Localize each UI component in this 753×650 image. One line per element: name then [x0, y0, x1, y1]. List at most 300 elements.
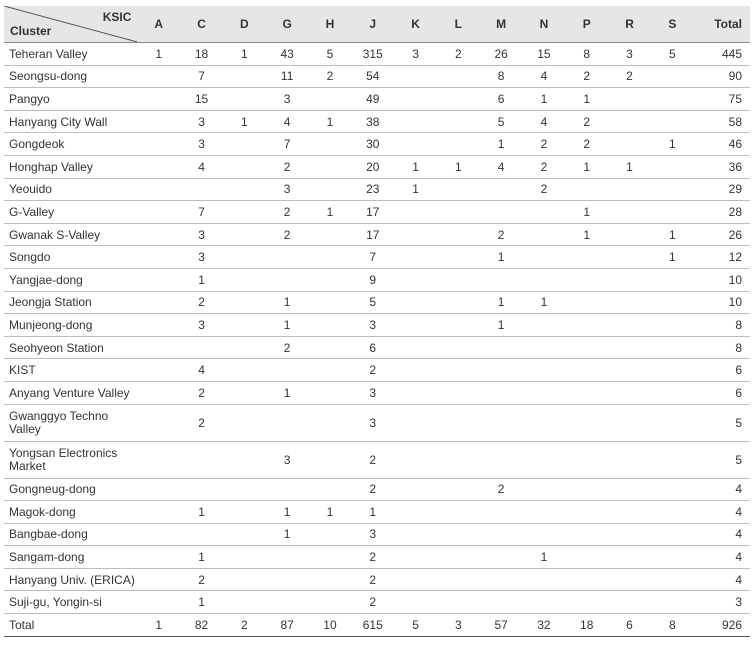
count-cell	[651, 201, 694, 224]
count-cell: 1	[223, 110, 266, 133]
count-cell	[523, 246, 566, 269]
count-cell	[394, 336, 437, 359]
count-cell: 1	[180, 501, 223, 524]
count-cell	[394, 314, 437, 337]
count-cell	[394, 381, 437, 404]
count-cell	[137, 359, 180, 382]
count-cell: 3	[266, 88, 309, 111]
count-cell: 2	[266, 155, 309, 178]
table-body	[4, 43, 750, 637]
count-cell	[608, 201, 651, 224]
cluster-name: Sangam-dong	[4, 546, 137, 569]
column-header-d: D	[223, 6, 266, 43]
count-cell	[523, 201, 566, 224]
count-cell: 3	[351, 404, 394, 441]
count-cell: 7	[180, 201, 223, 224]
count-cell	[394, 501, 437, 524]
count-cell	[480, 336, 523, 359]
count-cell: 4	[523, 65, 566, 88]
row-total: 6	[694, 359, 750, 382]
count-cell	[651, 478, 694, 501]
count-cell	[309, 404, 352, 441]
count-cell: 5	[309, 43, 352, 66]
count-cell	[137, 501, 180, 524]
count-cell	[437, 246, 480, 269]
count-cell	[608, 441, 651, 478]
count-cell	[608, 404, 651, 441]
count-cell	[608, 591, 651, 614]
table-row	[4, 155, 750, 178]
count-cell: 1	[180, 268, 223, 291]
count-cell: 2	[565, 133, 608, 156]
count-cell: 2	[351, 568, 394, 591]
count-cell: 5	[351, 291, 394, 314]
count-cell	[565, 381, 608, 404]
column-header-m: M	[480, 6, 523, 43]
column-header-g: G	[266, 6, 309, 43]
count-cell	[437, 381, 480, 404]
count-cell: 2	[480, 223, 523, 246]
count-cell	[608, 110, 651, 133]
count-cell	[608, 336, 651, 359]
row-total: 4	[694, 568, 750, 591]
count-cell	[223, 478, 266, 501]
cluster-name: Songdo	[4, 246, 137, 269]
count-cell	[437, 404, 480, 441]
row-total: 90	[694, 65, 750, 88]
column-header-h: H	[309, 6, 352, 43]
cluster-name: Yongsan Electronics Market	[4, 441, 137, 478]
count-cell: 1	[523, 88, 566, 111]
count-cell	[137, 155, 180, 178]
count-cell: 1	[523, 546, 566, 569]
table-row	[4, 291, 750, 314]
cluster-label: Cluster	[10, 24, 52, 38]
count-cell	[137, 381, 180, 404]
count-cell	[565, 246, 608, 269]
count-cell: 1	[608, 155, 651, 178]
count-cell	[480, 178, 523, 201]
count-cell	[651, 441, 694, 478]
count-cell	[180, 178, 223, 201]
count-cell: 2	[180, 291, 223, 314]
count-cell	[309, 546, 352, 569]
count-cell	[480, 404, 523, 441]
count-cell: 2	[351, 359, 394, 382]
table-row	[4, 441, 750, 478]
count-cell	[223, 404, 266, 441]
count-cell: 1	[565, 88, 608, 111]
cluster-name: Hanyang Univ. (ERICA)	[4, 568, 137, 591]
count-cell: 1	[180, 546, 223, 569]
table-row	[4, 43, 750, 66]
cluster-name: Yangjae-dong	[4, 268, 137, 291]
count-cell: 1	[651, 133, 694, 156]
count-cell	[608, 223, 651, 246]
count-cell	[480, 268, 523, 291]
count-cell: 2	[608, 65, 651, 88]
count-cell	[437, 546, 480, 569]
count-cell	[523, 223, 566, 246]
count-cell	[651, 381, 694, 404]
corner-header	[4, 6, 137, 43]
count-cell	[137, 441, 180, 478]
count-cell	[480, 359, 523, 382]
count-cell: 6	[480, 88, 523, 111]
count-cell	[651, 178, 694, 201]
count-cell	[480, 546, 523, 569]
row-total: 3	[694, 591, 750, 614]
count-cell: 15	[180, 88, 223, 111]
count-cell: 2	[309, 65, 352, 88]
count-cell: 1	[565, 201, 608, 224]
count-cell: 3	[266, 178, 309, 201]
count-cell	[565, 591, 608, 614]
count-cell	[394, 291, 437, 314]
count-cell	[137, 568, 180, 591]
count-cell	[266, 359, 309, 382]
count-cell	[223, 88, 266, 111]
cluster-name: Munjeong-dong	[4, 314, 137, 337]
column-header-s: S	[651, 6, 694, 43]
count-cell	[266, 568, 309, 591]
count-cell	[437, 178, 480, 201]
count-cell: 4	[266, 110, 309, 133]
count-cell	[223, 336, 266, 359]
count-cell	[394, 246, 437, 269]
column-header-j: J	[351, 6, 394, 43]
count-cell	[137, 314, 180, 337]
cluster-name: Magok-dong	[4, 501, 137, 524]
count-cell	[223, 291, 266, 314]
column-header-n: N	[523, 6, 566, 43]
count-cell	[309, 523, 352, 546]
cluster-name: G-Valley	[4, 201, 137, 224]
ksic-label: KSIC	[102, 10, 132, 24]
count-cell	[523, 381, 566, 404]
count-cell	[137, 523, 180, 546]
count-cell	[523, 268, 566, 291]
count-cell	[523, 501, 566, 524]
table-row	[4, 591, 750, 614]
count-cell	[137, 201, 180, 224]
count-cell: 2	[437, 43, 480, 66]
count-cell	[651, 110, 694, 133]
count-cell	[394, 201, 437, 224]
count-cell: 11	[266, 65, 309, 88]
count-cell	[223, 591, 266, 614]
count-cell	[309, 568, 352, 591]
cluster-name: Gwanak S-Valley	[4, 223, 137, 246]
count-cell	[651, 155, 694, 178]
count-cell	[309, 359, 352, 382]
count-cell	[608, 314, 651, 337]
table-row	[4, 314, 750, 337]
count-cell	[437, 478, 480, 501]
count-cell: 26	[480, 43, 523, 66]
count-cell	[651, 359, 694, 382]
count-cell: 3	[437, 614, 480, 637]
count-cell	[223, 568, 266, 591]
count-cell: 2	[266, 223, 309, 246]
count-cell: 3	[180, 314, 223, 337]
count-cell	[565, 568, 608, 591]
count-cell: 7	[266, 133, 309, 156]
table-row	[4, 336, 750, 359]
count-cell	[266, 546, 309, 569]
count-cell	[437, 201, 480, 224]
count-cell	[180, 523, 223, 546]
count-cell	[608, 291, 651, 314]
count-cell: 1	[651, 223, 694, 246]
count-cell: 18	[565, 614, 608, 637]
count-cell	[223, 381, 266, 404]
count-cell: 3	[351, 523, 394, 546]
count-cell	[394, 591, 437, 614]
table-row	[4, 88, 750, 111]
count-cell: 2	[480, 478, 523, 501]
cluster-name: Hanyang City Wall	[4, 110, 137, 133]
count-cell: 1	[266, 501, 309, 524]
count-cell	[394, 568, 437, 591]
count-cell: 1	[394, 155, 437, 178]
count-cell: 6	[351, 336, 394, 359]
column-header-p: P	[565, 6, 608, 43]
count-cell: 1	[651, 246, 694, 269]
count-cell: 5	[480, 110, 523, 133]
count-cell: 2	[351, 546, 394, 569]
count-cell	[651, 523, 694, 546]
count-cell	[137, 546, 180, 569]
count-cell	[394, 133, 437, 156]
row-total: 445	[694, 43, 750, 66]
count-cell	[394, 546, 437, 569]
count-cell	[565, 523, 608, 546]
count-cell	[137, 178, 180, 201]
cluster-name: Seongsu-dong	[4, 65, 137, 88]
count-cell: 2	[266, 336, 309, 359]
row-total: 10	[694, 268, 750, 291]
count-cell: 7	[351, 246, 394, 269]
count-cell	[608, 501, 651, 524]
count-cell: 3	[608, 43, 651, 66]
count-cell	[266, 246, 309, 269]
count-cell	[309, 133, 352, 156]
count-cell	[565, 546, 608, 569]
count-cell	[651, 591, 694, 614]
table-row	[4, 501, 750, 524]
count-cell: 7	[180, 65, 223, 88]
table-row	[4, 223, 750, 246]
count-cell: 2	[266, 201, 309, 224]
cluster-name: KIST	[4, 359, 137, 382]
count-cell: 2	[351, 591, 394, 614]
count-cell	[437, 336, 480, 359]
count-cell: 3	[180, 246, 223, 269]
row-total: 4	[694, 478, 750, 501]
count-cell	[480, 381, 523, 404]
count-cell	[180, 478, 223, 501]
total-row	[4, 614, 750, 637]
count-cell	[180, 336, 223, 359]
count-cell	[223, 155, 266, 178]
count-cell: 82	[180, 614, 223, 637]
row-total: 36	[694, 155, 750, 178]
count-cell: 87	[266, 614, 309, 637]
cluster-name: Anyang Venture Valley	[4, 381, 137, 404]
count-cell	[565, 178, 608, 201]
count-cell	[394, 404, 437, 441]
count-cell: 5	[651, 43, 694, 66]
row-total: 10	[694, 291, 750, 314]
count-cell	[437, 291, 480, 314]
count-cell	[651, 568, 694, 591]
count-cell: 2	[565, 65, 608, 88]
row-total: 5	[694, 441, 750, 478]
count-cell	[137, 65, 180, 88]
count-cell: 1	[523, 291, 566, 314]
count-cell: 17	[351, 201, 394, 224]
table-row	[4, 201, 750, 224]
count-cell	[565, 268, 608, 291]
count-cell: 1	[309, 501, 352, 524]
count-cell: 1	[480, 246, 523, 269]
count-cell	[651, 314, 694, 337]
count-cell: 23	[351, 178, 394, 201]
cluster-name: Honghap Valley	[4, 155, 137, 178]
count-cell	[437, 65, 480, 88]
count-cell	[266, 404, 309, 441]
count-cell	[651, 268, 694, 291]
count-cell: 2	[180, 381, 223, 404]
count-cell	[651, 65, 694, 88]
table-row	[4, 568, 750, 591]
count-cell: 1	[309, 110, 352, 133]
count-cell	[437, 591, 480, 614]
count-cell	[223, 201, 266, 224]
row-total: 926	[694, 614, 750, 637]
count-cell	[394, 110, 437, 133]
count-cell: 4	[180, 359, 223, 382]
column-header-l: L	[437, 6, 480, 43]
count-cell: 1	[266, 381, 309, 404]
count-cell: 38	[351, 110, 394, 133]
table-row	[4, 381, 750, 404]
column-header-a: A	[137, 6, 180, 43]
count-cell: 49	[351, 88, 394, 111]
count-cell: 3	[180, 133, 223, 156]
count-cell	[266, 591, 309, 614]
count-cell	[309, 178, 352, 201]
count-cell: 10	[309, 614, 352, 637]
count-cell	[394, 478, 437, 501]
count-cell	[523, 441, 566, 478]
count-cell	[480, 201, 523, 224]
count-cell: 1	[137, 614, 180, 637]
count-cell: 2	[223, 614, 266, 637]
cluster-name: Gongneug-dong	[4, 478, 137, 501]
count-cell	[651, 336, 694, 359]
count-cell: 3	[394, 43, 437, 66]
table-row	[4, 546, 750, 569]
count-cell: 2	[523, 133, 566, 156]
count-cell	[137, 336, 180, 359]
row-total: 6	[694, 381, 750, 404]
count-cell: 30	[351, 133, 394, 156]
row-total: 58	[694, 110, 750, 133]
count-cell: 2	[565, 110, 608, 133]
count-cell: 2	[351, 478, 394, 501]
column-header-c: C	[180, 6, 223, 43]
count-cell	[523, 314, 566, 337]
cluster-name: Gongdeok	[4, 133, 137, 156]
count-cell: 5	[394, 614, 437, 637]
count-cell: 1	[266, 291, 309, 314]
count-cell	[394, 223, 437, 246]
count-cell	[437, 223, 480, 246]
count-cell	[309, 314, 352, 337]
count-cell: 3	[266, 441, 309, 478]
count-cell	[309, 441, 352, 478]
table-row	[4, 404, 750, 441]
count-cell	[223, 178, 266, 201]
count-cell: 18	[180, 43, 223, 66]
count-cell: 2	[351, 441, 394, 478]
table-row	[4, 478, 750, 501]
count-cell	[608, 133, 651, 156]
count-cell: 2	[180, 404, 223, 441]
count-cell	[223, 523, 266, 546]
header-row	[4, 6, 750, 43]
cluster-name: Teheran Valley	[4, 43, 137, 66]
table-row	[4, 246, 750, 269]
cluster-name: Pangyo	[4, 88, 137, 111]
table-row	[4, 359, 750, 382]
count-cell	[309, 591, 352, 614]
count-cell	[309, 223, 352, 246]
count-cell	[437, 523, 480, 546]
row-total: 8	[694, 314, 750, 337]
count-cell	[394, 441, 437, 478]
table-row	[4, 178, 750, 201]
row-total: 29	[694, 178, 750, 201]
table-row	[4, 65, 750, 88]
count-cell: 2	[523, 178, 566, 201]
count-cell	[266, 478, 309, 501]
count-cell	[223, 268, 266, 291]
count-cell	[137, 591, 180, 614]
count-cell	[523, 523, 566, 546]
count-cell: 6	[608, 614, 651, 637]
count-cell: 32	[523, 614, 566, 637]
row-total: 28	[694, 201, 750, 224]
column-header-r: R	[608, 6, 651, 43]
count-cell: 15	[523, 43, 566, 66]
count-cell	[608, 568, 651, 591]
count-cell	[309, 336, 352, 359]
cluster-name: Suji-gu, Yongin-si	[4, 591, 137, 614]
count-cell	[608, 381, 651, 404]
count-cell	[565, 478, 608, 501]
count-cell	[223, 223, 266, 246]
count-cell	[437, 359, 480, 382]
count-cell	[651, 291, 694, 314]
column-header-total: Total	[694, 6, 750, 43]
cluster-name: Gwanggyo Techno Valley	[4, 404, 137, 441]
count-cell	[437, 501, 480, 524]
count-cell	[394, 359, 437, 382]
count-cell: 1	[480, 314, 523, 337]
